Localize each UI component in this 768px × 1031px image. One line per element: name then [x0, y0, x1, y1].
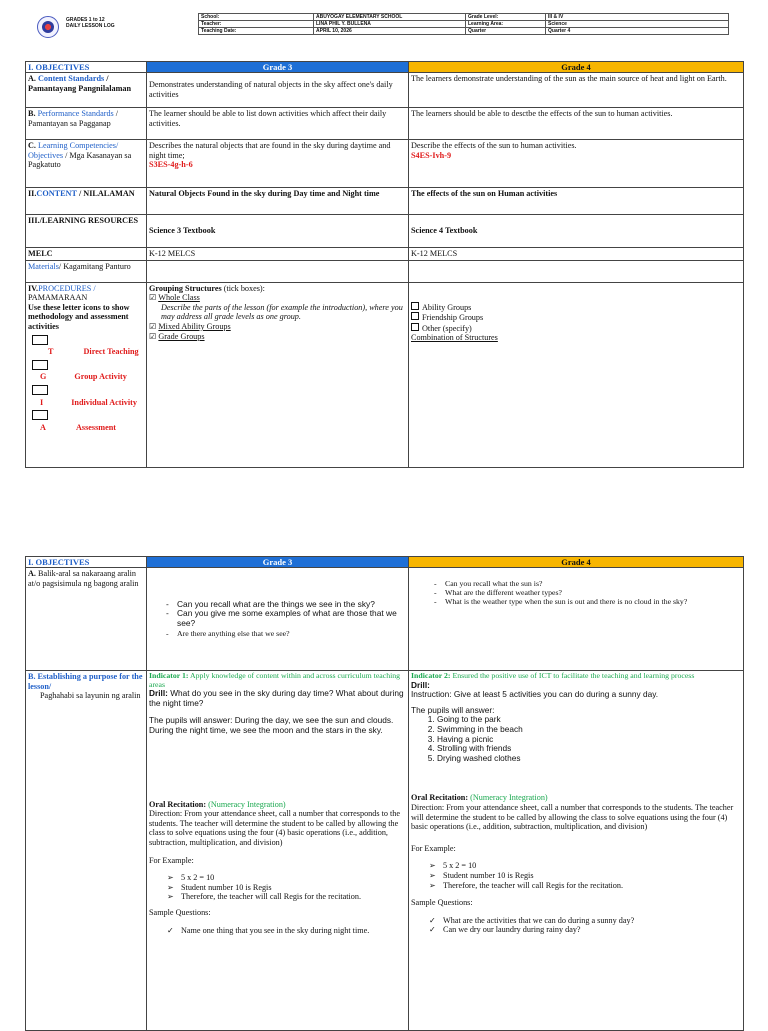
grade3-header-2: Grade 3 — [147, 557, 409, 568]
icon-assessment: A Assessment — [28, 407, 144, 432]
quarter-value: Quarter 4 — [546, 28, 729, 35]
grade-groups-checkbox[interactable]: ☑ Grade Groups — [149, 331, 205, 341]
whole-class-checkbox[interactable]: ☑ Whole Class — [149, 293, 200, 303]
procedures-label: IV.PROCEDURES / PAMAMARAAN Use these letter icons to show methodology and assessment activities T Direct Teaching G Group Activity I Individual Activity A Assessment — [26, 282, 147, 467]
g3-competency: Describes the natural objects that are found in the sky during daytime and night time; S3ES-4g-h-6 — [147, 140, 409, 188]
g4-resources: Science 4 Textbook — [409, 215, 744, 248]
icon-direct-teaching: T Direct Teaching — [28, 332, 144, 357]
g4-melc: K-12 MELCS — [409, 248, 744, 261]
area-value: Science — [546, 21, 729, 28]
g4-performance-standard: The learners should be able to desctbe the effects of the sun to human activities. — [409, 108, 744, 140]
header-info-table: School: ABUYOGAY ELEMENTARY SCHOOL Grade Level: III & IV Teacher: LINA PHIL Y. BULLENA Learning Area: Science Teaching Date: APRIL 10, 2026 Quarter Quarter 4 — [198, 13, 729, 35]
g3-competency-code: S3ES-4g-h-6 — [149, 160, 193, 170]
letter-box-icon — [32, 385, 48, 395]
col-objectives-header-2: I. OBJECTIVES — [26, 557, 147, 568]
g3-performance-standard: The learner should be able to list down activities which affect their daily activities. — [147, 108, 409, 140]
g4-competency-code: S4ES-Ivh-9 — [411, 150, 452, 160]
icon-group-activity: G Group Activity — [28, 357, 144, 382]
letter-box-icon — [32, 360, 48, 370]
friendship-groups-checkbox[interactable]: Friendship Groups — [411, 312, 741, 323]
g3-melc: K-12 MELCS — [147, 248, 409, 261]
g3-materials — [147, 260, 409, 282]
school-value: ABUYOGAY ELEMENTARY SCHOOL — [314, 14, 466, 21]
grade-value: III & IV — [546, 14, 729, 21]
letter-box-icon — [32, 410, 48, 420]
g3-content-standard: Demonstrates understanding of natural objects in the sky affect one's daily activities — [147, 73, 409, 108]
g3-purpose: Indicator 1: Apply knowledge of content within and across curriculum teaching areas Drill: What do you see in the sky during day time? What about during the night time? The pupils will answer: During the day, we see the sun and clouds. During the night time, we see the moon and the stars in the sky. Oral Recitation: (Numeracy Integration) Direction: From your attendance sheet, call a number that corresponds to the students. The teacher will determine the student to be called by allowing the class to solve equations using the four (4) basic operations (i.e., addition, subtraction, multiplication, and division) For Example: ➢ 5 x 2 = 10 ➢ Student number 10 is Regis ➢ Therefore, the teacher will call Regis for the recitation. Sample Questions: ✓ Name one thing that you see in the sky during night time. — [147, 671, 409, 1031]
grade4-header-2: Grade 4 — [409, 557, 744, 568]
ability-groups-checkbox[interactable]: Ability Groups — [411, 302, 741, 313]
deped-seal-logo — [37, 16, 59, 38]
g3-grouping: Grouping Structures (tick boxes): ☑ Whole Class Describe the parts of the lesson (for example the introduction), where you may address all grade levels as one group. ☑ Mixed Ability Groups ☑ Grade Groups — [147, 282, 409, 467]
learning-resources-label: III./LEARNING RESOURCES — [26, 215, 147, 248]
g4-competency: Describe the effects of the sun to human activities. S4ES-Ivh-9 — [409, 140, 744, 188]
objectives-table-1 — [25, 61, 744, 468]
grade3-header: Grade 3 — [147, 62, 409, 73]
materials-label: Materials/ Kagamitang Panturo — [26, 260, 147, 282]
competencies-label: C. Learning Competencies/ Objectives / Mga Kasanayan sa Pagkatuto — [26, 140, 147, 188]
mixed-ability-checkbox[interactable]: ☑ Mixed Ability Groups — [149, 321, 231, 331]
objectives-table-2 — [25, 556, 744, 1031]
g4-purpose: Indicator 2: Ensured the positive use of ICT to facilitate the teaching and learning process Drill: Instruction: Give at least 5 activities you can do during a sunny day. The pupils will answer: 1. Going to the park 2. Swimming in the beach 3. Having a picnic 4. Strolling with friends 5. Drying washed clothes Oral Recitation: (Numeracy Integration) Direction: From your attendance sheet, call a number that corresponds to the students. The teacher will determine the student to be called by allowing the class to solve equations using the four (4) basic operations (i.e., addition, subtraction, multiplication, and division) For Example: ➢ 5 x 2 = 10 ➢ Student number 10 is Regis ➢ Therefore, the teacher will call Regis for the recitation. Sample Questions: ✓ What are the activities that we can do during a sunny day? ✓ Can we dry our laundry during rainy day? — [409, 671, 744, 1031]
other-checkbox[interactable]: Other (specify) — [411, 323, 741, 334]
g4-materials — [409, 260, 744, 282]
icon-individual-activity: I Individual Activity — [28, 382, 144, 407]
g3-resources: Science 3 Textbook — [147, 215, 409, 248]
melc-label: MELC — [26, 248, 147, 261]
combination-structures: Combination of Structures — [411, 333, 498, 343]
letter-box-icon — [32, 335, 48, 345]
g4-content-standard: The learners demonstrate understanding of the sun as the main source of heat and light on Earth. — [409, 73, 744, 108]
g4-content: The effects of the sun on Human activities — [409, 188, 744, 215]
grade4-header: Grade 4 — [409, 62, 744, 73]
g4-grouping — [409, 282, 744, 467]
form-title: GRADES 1 to 12 DAILY LESSON LOG — [66, 17, 115, 29]
g3-content: Natural Objects Found in the sky during Day time and Night time — [147, 188, 409, 215]
g3-review: - Can you recall what are the things we see in the sky? - Can you give me some examples of what are those that we see? - Are there anything else that we see? — [147, 568, 409, 671]
col-objectives-header: I. OBJECTIVES — [26, 62, 147, 73]
date-value: APRIL 10, 2026 — [314, 28, 466, 35]
purpose-label: B. Establishing a purpose for the lesson/ Paghahabi sa layunin ng aralin — [26, 671, 147, 1031]
content-standards-label: A. Content Standards / Pamantayang Pangnilalaman — [26, 73, 147, 108]
performance-standards-label: B. Performance Standards / Pamantayan sa Pagganap — [26, 108, 147, 140]
content-label: II.CONTENT / NILALAMAN — [26, 188, 147, 215]
teacher-value: LINA PHIL Y. BULLENA — [314, 21, 466, 28]
review-label: A. Balik-aral sa nakaraang aralin at/o pagsisimula ng bagong aralin — [26, 568, 147, 671]
g4-review: - Can you recall what the sun is? - What are the different weather types? - What is the weather type when the sun is out and there is no cloud in the sky? — [409, 568, 744, 671]
